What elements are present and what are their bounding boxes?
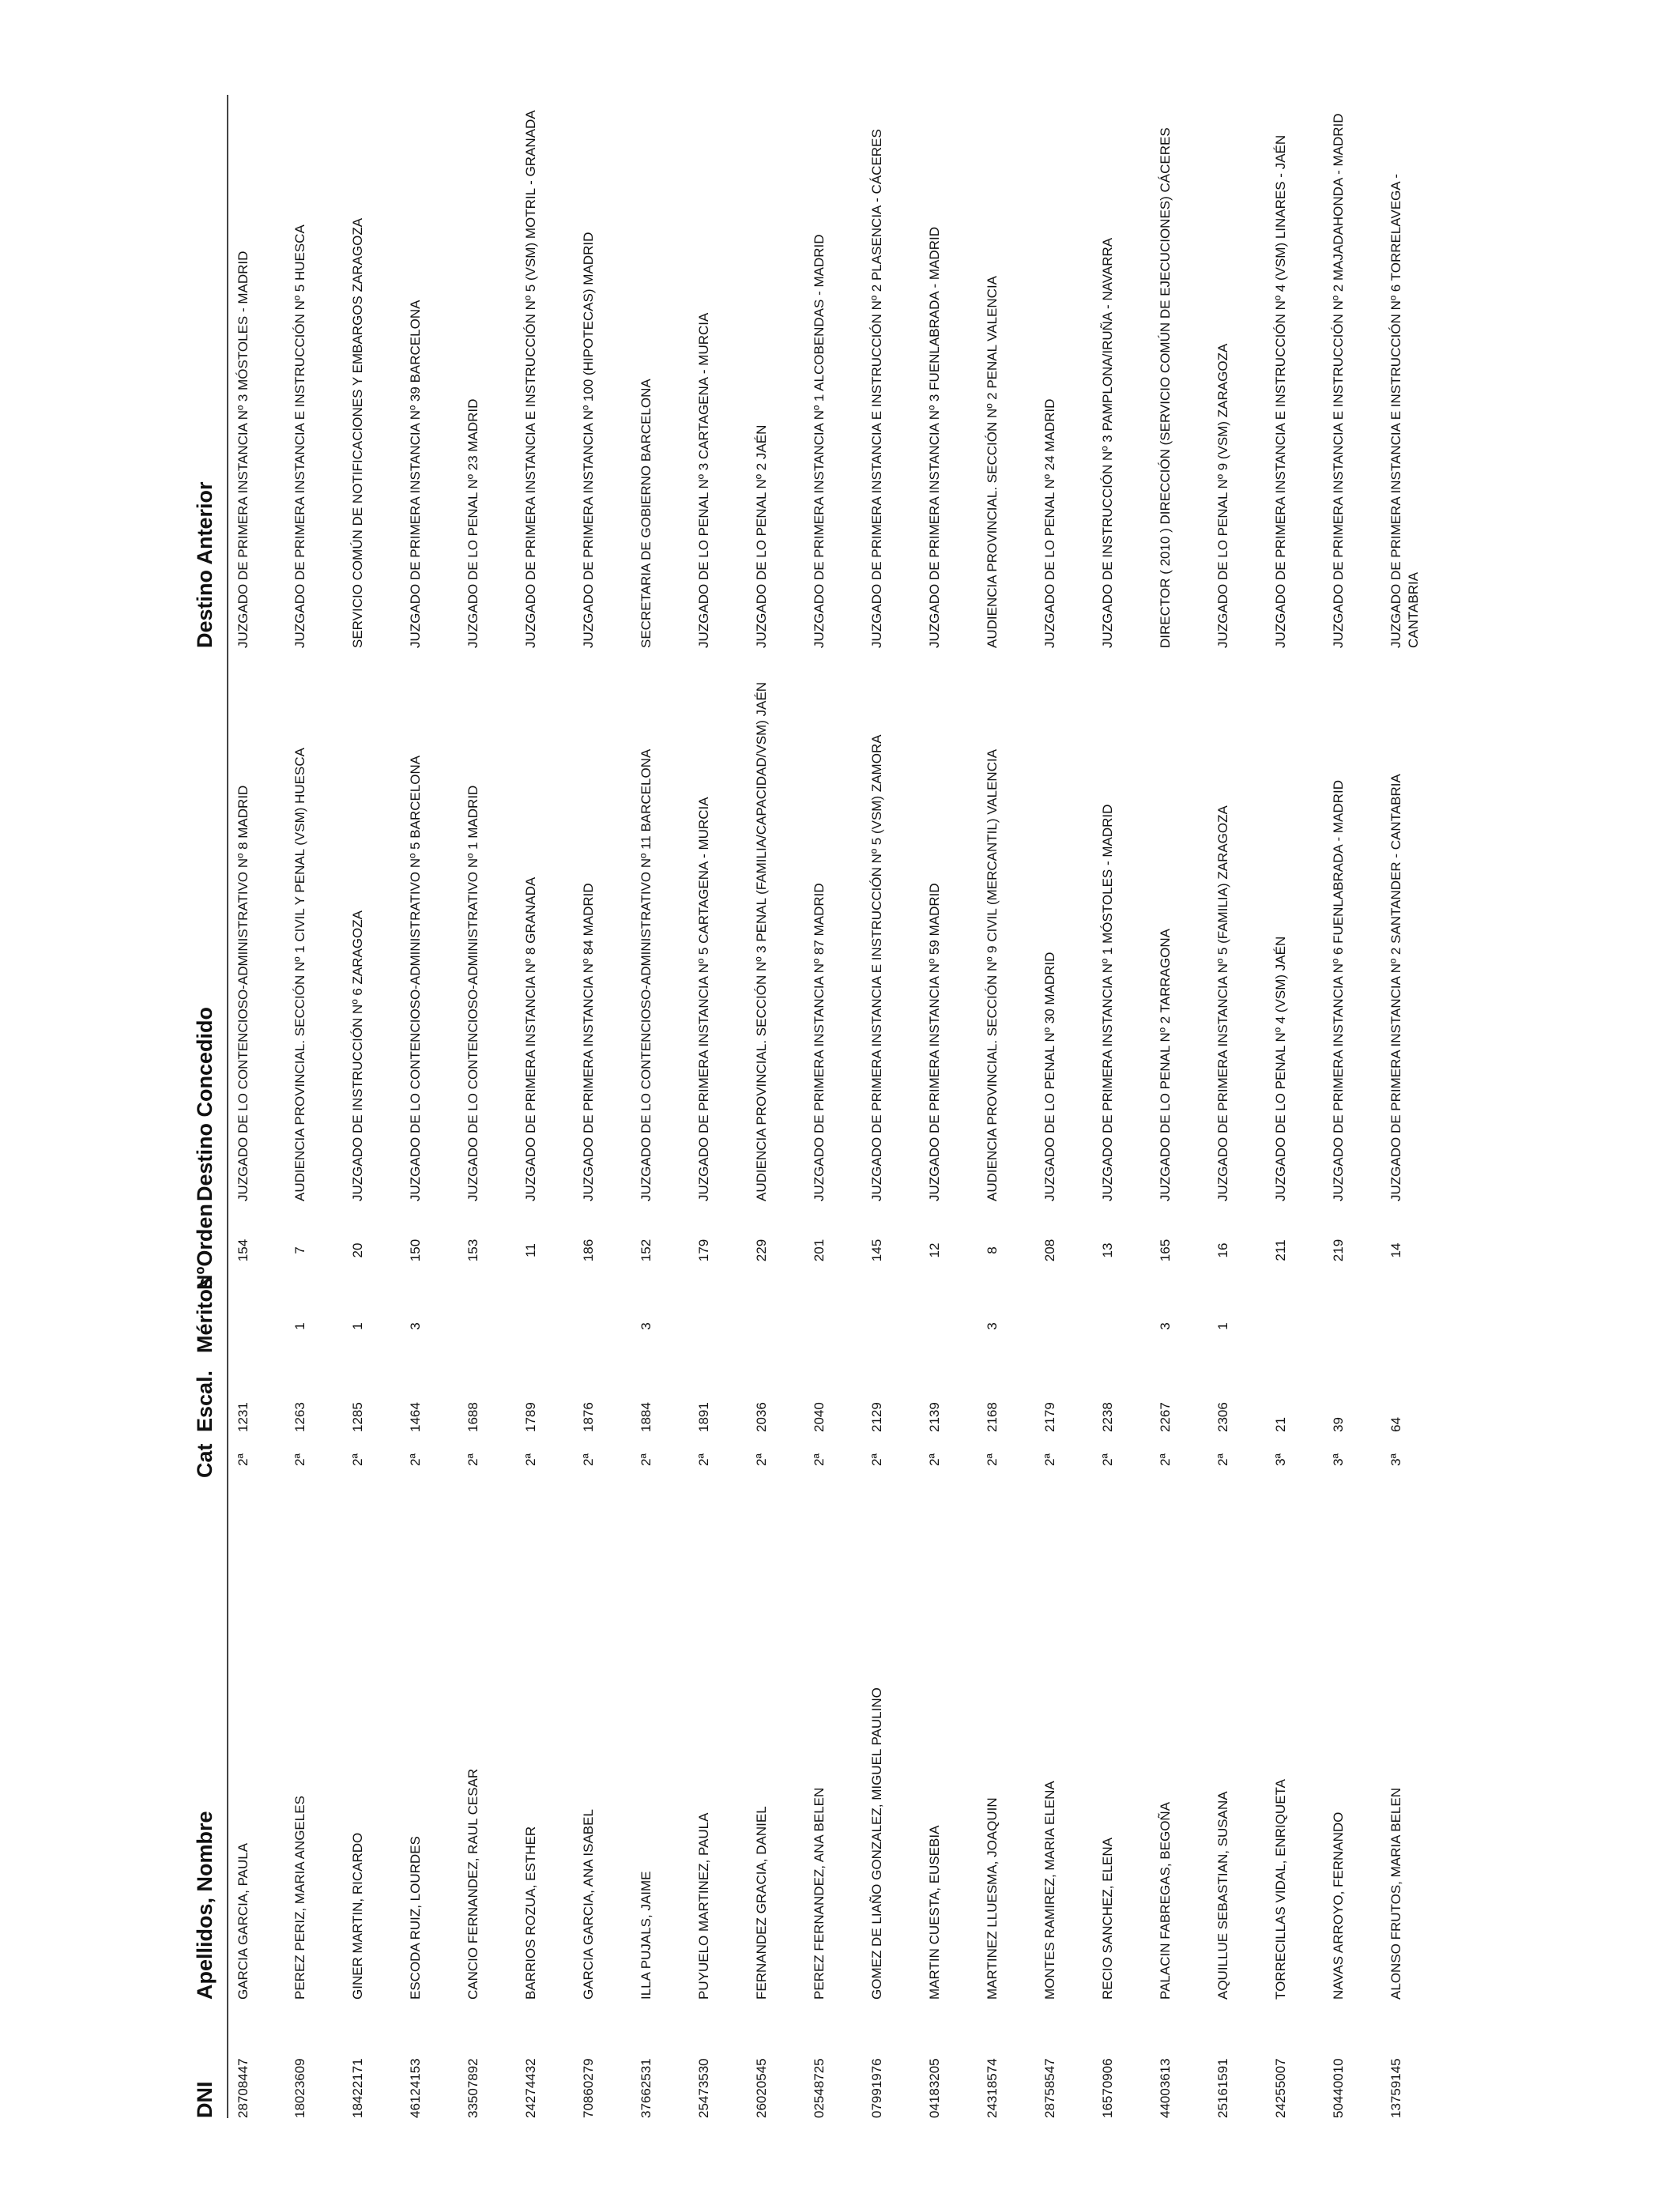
cell-dni: 46124153 — [408, 2058, 423, 2118]
cell-destino-anterior: JUZGADO DE PRIMERA INSTANCIA Nº 100 (HIPOTECAS) MADRID — [581, 232, 596, 648]
cell-name: PUYUELO MARTINEZ, PAULA — [696, 1812, 711, 2000]
cell-cat: 2ª — [696, 1453, 711, 1466]
cell-cat: 2ª — [754, 1453, 769, 1466]
cell-meritos: 1 — [1215, 1322, 1230, 1330]
cell-meritos — [920, 1290, 977, 1353]
cell-norden: 7 — [292, 1246, 307, 1254]
cell-destino-concedido: JUZGADO DE PRIMERA INSTANCIA Nº 5 CARTAGENA - MURCIA — [696, 797, 711, 1201]
cell-name: MARTINEZ LLUESMA, JOAQUIN — [985, 1797, 1000, 2000]
cell-cat: 2ª — [638, 1453, 654, 1466]
cell-destino-anterior: JUZGADO DE PRIMERA INSTANCIA E INSTRUCCIÓN Nº 5 HUESCA — [292, 224, 307, 648]
cell-destino-concedido: JUZGADO DE PRIMERA INSTANCIA Nº 8 GRANADA — [523, 876, 538, 1201]
cell-cat: 2ª — [1042, 1453, 1057, 1466]
table-row — [574, 95, 631, 2118]
table-header-row — [190, 95, 228, 2118]
cell-cat: 3ª — [1273, 1453, 1288, 1466]
cell-norden: 186 — [581, 1238, 596, 1262]
cell-destino-concedido: JUZGADO DE PRIMERA INSTANCIA Nº 2 SANTANDER - CANTABRIA — [1388, 774, 1403, 1201]
cell-destino-anterior: SECRETARIA DE GOBIERNO BARCELONA — [638, 379, 654, 648]
cell-norden: 152 — [638, 1238, 654, 1262]
cell-dni: 02548725 — [812, 2058, 827, 2118]
cell-cat: 2ª — [1158, 1453, 1173, 1466]
cell-name: GOMEZ DE LIAÑO GONZALEZ, MIGUEL PAULINO — [869, 1687, 884, 2000]
cell-destino-anterior: JUZGADO DE LO PENAL Nº 23 MADRID — [465, 398, 480, 648]
header-dni: DNI — [190, 2000, 228, 2118]
table-row — [1093, 95, 1151, 2118]
table-row — [747, 95, 804, 2118]
cell-cat: 2ª — [985, 1453, 1000, 1466]
destinations-table — [190, 95, 1439, 2118]
cell-destino-anterior: JUZGADO DE PRIMERA INSTANCIA E INSTRUCCIÓN Nº 2 PLASENCIA - CÁCERES — [869, 129, 884, 648]
cell-dni: 18422171 — [350, 2058, 365, 2118]
cell-meritos — [228, 1290, 285, 1353]
cell-cat: 2ª — [1215, 1453, 1230, 1466]
cell-meritos — [747, 1290, 804, 1353]
table-row — [401, 95, 458, 2118]
cell-cat: 2ª — [292, 1453, 307, 1466]
cell-cat: 2ª — [1100, 1453, 1115, 1466]
cell-destino-anterior: JUZGADO DE PRIMERA INSTANCIA Nº 3 FUENLABRADA - MADRID — [927, 227, 942, 648]
table-row — [516, 95, 574, 2118]
cell-dni: 24255007 — [1273, 2058, 1288, 2118]
cell-name: MONTES RAMIREZ, MARIA ELENA — [1042, 1781, 1057, 2000]
cell-escal: 1231 — [235, 1402, 250, 1432]
cell-destino-concedido: JUZGADO DE LO CONTENCIOSO-ADMINISTRATIVO Nº 1 MADRID — [465, 785, 480, 1201]
cell-norden: 201 — [812, 1238, 827, 1262]
cell-destino-concedido: JUZGADO DE LO CONTENCIOSO-ADMINISTRATIVO Nº 5 BARCELONA — [408, 755, 423, 1201]
cell-norden: 20 — [350, 1242, 365, 1258]
cell-destino-anterior: JUZGADO DE PRIMERA INSTANCIA E INSTRUCCIÓN Nº 4 (VSM) LINARES - JAÉN — [1273, 134, 1288, 648]
cell-norden: 179 — [696, 1238, 711, 1262]
cell-meritos: 3 — [1158, 1322, 1173, 1330]
cell-name: PEREZ FERNANDEZ, ANA BELEN — [812, 1787, 827, 2000]
table-row — [920, 95, 977, 2118]
cell-norden: 150 — [408, 1238, 423, 1262]
cell-destino-anterior: JUZGADO DE LO PENAL Nº 9 (VSM) ZARAGOZA — [1215, 343, 1230, 648]
cell-escal: 2306 — [1215, 1402, 1230, 1432]
cell-name: ALONSO FRUTOS, MARIA BELEN — [1388, 1788, 1403, 2000]
cell-norden: 11 — [523, 1243, 538, 1257]
cell-escal: 2036 — [754, 1402, 769, 1432]
header-destino-anterior: Destino Anterior — [190, 95, 228, 648]
cell-escal: 2179 — [1042, 1402, 1057, 1432]
cell-name: GINER MARTIN, RICARDO — [350, 1832, 365, 2000]
cell-cat: 2ª — [408, 1453, 423, 1466]
cell-destino-anterior: JUZGADO DE LO PENAL Nº 3 CARTAGENA - MURCIA — [696, 312, 711, 648]
cell-meritos — [1035, 1290, 1093, 1353]
cell-cat: 2ª — [523, 1453, 538, 1466]
cell-name: TORRECILLAS VIDAL, ENRIQUETA — [1273, 1779, 1288, 2000]
cell-dni: 16570906 — [1100, 2058, 1115, 2118]
cell-destino-anterior: DIRECTOR ( 2010 ) DIRECCIÓN (SERVICIO COMÚN DE EJECUCIONES) CÁCERES — [1158, 127, 1173, 648]
cell-name: FERNANDEZ GRACIA, DANIEL — [754, 1806, 769, 2000]
cell-destino-anterior: SERVICIO COMÚN DE NOTIFICACIONES Y EMBARGOS ZARAGOZA — [350, 217, 365, 648]
table-row — [285, 95, 343, 2118]
cell-name: RECIO SANCHEZ, ELENA — [1100, 1838, 1115, 2000]
table-row — [1266, 95, 1324, 2118]
cell-dni: 04183205 — [927, 2058, 942, 2118]
table-row — [804, 95, 862, 2118]
cell-destino-concedido: JUZGADO DE LO PENAL Nº 30 MADRID — [1042, 952, 1057, 1201]
table-row — [689, 95, 747, 2118]
cell-destino-anterior: JUZGADO DE PRIMERA INSTANCIA Nº 3 MÓSTOLES - MADRID — [235, 251, 250, 648]
table-row — [1381, 95, 1439, 2118]
cell-norden: 8 — [985, 1246, 1000, 1254]
cell-destino-anterior: JUZGADO DE PRIMERA INSTANCIA Nº 1 ALCOBENDAS - MADRID — [812, 234, 827, 648]
cell-destino-concedido: JUZGADO DE LO CONTENCIOSO-ADMINISTRATIVO Nº 11 BARCELONA — [638, 748, 654, 1201]
cell-meritos — [1093, 1290, 1151, 1353]
cell-escal: 39 — [1331, 1417, 1346, 1432]
rotated-table-container — [190, 95, 1680, 2118]
cell-norden: 153 — [465, 1238, 480, 1262]
cell-meritos: 3 — [408, 1322, 423, 1330]
cell-dni: 50440010 — [1331, 2058, 1346, 2118]
cell-cat: 3ª — [1331, 1453, 1346, 1466]
header-meritos: Méritos — [190, 1290, 228, 1353]
cell-destino-anterior: JUZGADO DE LO PENAL Nº 24 MADRID — [1042, 398, 1057, 648]
cell-dni: 28758547 — [1042, 2058, 1057, 2118]
cell-cat: 2ª — [465, 1453, 480, 1466]
cell-escal: 1789 — [523, 1402, 538, 1432]
cell-meritos: 3 — [985, 1322, 1000, 1330]
cell-dni: 24274432 — [523, 2058, 538, 2118]
cell-meritos: 1 — [350, 1322, 365, 1330]
cell-destino-anterior: JUZGADO DE LO PENAL Nº 2 JAÉN — [754, 424, 769, 648]
cell-name: CANCIO FERNANDEZ, RAUL CESAR — [465, 1768, 480, 2000]
cell-dni: 70860279 — [581, 2058, 596, 2118]
cell-destino-anterior: AUDIENCIA PROVINCIAL. SECCIÓN Nº 2 PENAL VALENCIA — [985, 275, 1000, 648]
table-row — [862, 95, 920, 2118]
header-cat: Cat — [190, 1432, 228, 1478]
cell-dni: 28708447 — [235, 2058, 250, 2118]
cell-dni: 07991976 — [869, 2058, 884, 2118]
cell-escal: 64 — [1388, 1417, 1403, 1432]
header-destino-concedido: Destino Concedido — [190, 648, 228, 1201]
cell-escal: 1891 — [696, 1402, 711, 1432]
table-row — [977, 95, 1035, 2118]
cell-destino-concedido: JUZGADO DE INSTRUCCIÓN Nº 6 ZARAGOZA — [350, 910, 365, 1201]
cell-destino-anterior: JUZGADO DE PRIMERA INSTANCIA Nº 39 BARCELONA — [408, 300, 423, 648]
cell-name: ILLA PUJALS, JAIME — [638, 1871, 654, 2000]
cell-name: MARTIN CUESTA, EUSEBIA — [927, 1825, 942, 2000]
table-row — [1151, 95, 1208, 2118]
cell-destino-concedido: JUZGADO DE PRIMERA INSTANCIA Nº 5 (FAMILIA) ZARAGOZA — [1215, 805, 1230, 1201]
cell-destino-anterior: JUZGADO DE INSTRUCCIÓN Nº 3 PAMPLONA/IRUÑA - NAVARRA — [1100, 237, 1115, 648]
table-row — [1324, 95, 1381, 2118]
cell-dni: 25161591 — [1215, 2058, 1230, 2118]
cell-escal: 2139 — [927, 1402, 942, 1432]
cell-escal: 2238 — [1100, 1402, 1115, 1432]
cell-destino-concedido: JUZGADO DE PRIMERA INSTANCIA Nº 6 FUENLABRADA - MADRID — [1331, 780, 1346, 1201]
table-row — [458, 95, 516, 2118]
table-row — [343, 95, 401, 2118]
cell-destino-concedido: JUZGADO DE LO PENAL Nº 2 TARRAGONA — [1158, 928, 1173, 1201]
cell-meritos: 3 — [638, 1322, 654, 1330]
cell-name: GARCIA GARCIA, PAULA — [235, 1842, 250, 2000]
cell-destino-concedido: AUDIENCIA PROVINCIAL. SECCIÓN Nº 3 PENAL (FAMILIA/CAPACIDAD/VSM) JAÉN — [754, 681, 769, 1201]
cell-norden: 154 — [235, 1238, 250, 1262]
cell-cat: 2ª — [581, 1453, 596, 1466]
cell-escal: 21 — [1273, 1417, 1288, 1432]
cell-name: PEREZ PERIZ, MARIA ANGELES — [292, 1796, 307, 2000]
cell-cat: 3ª — [1388, 1453, 1403, 1466]
cell-norden: 208 — [1042, 1238, 1057, 1262]
cell-name: AQUILLUE SEBASTIAN, SUSANA — [1215, 1791, 1230, 2000]
cell-meritos — [862, 1290, 920, 1353]
cell-norden: 219 — [1331, 1238, 1346, 1262]
cell-dni: 33507892 — [465, 2058, 480, 2118]
cell-destino-concedido: AUDIENCIA PROVINCIAL. SECCIÓN Nº 9 CIVIL (MERCANTIL) VALENCIA — [985, 748, 1000, 1201]
cell-destino-anterior: JUZGADO DE PRIMERA INSTANCIA E INSTRUCCIÓN Nº 6 TORRELAVEGA - CANTABRIA — [1388, 173, 1421, 648]
cell-meritos — [516, 1290, 574, 1353]
cell-norden: 14 — [1388, 1242, 1403, 1258]
cell-norden: 229 — [754, 1238, 769, 1262]
cell-meritos — [458, 1290, 516, 1353]
table-row — [1208, 95, 1266, 2118]
cell-dni: 26020545 — [754, 2058, 769, 2118]
cell-escal: 2040 — [812, 1402, 827, 1432]
cell-escal: 1464 — [408, 1402, 423, 1432]
cell-name: PALACIN FABREGAS, BEGOÑA — [1158, 1801, 1173, 2000]
cell-destino-concedido: JUZGADO DE LO CONTENCIOSO-ADMINISTRATIVO Nº 8 MADRID — [235, 785, 250, 1201]
cell-dni: 37662531 — [638, 2058, 654, 2118]
cell-meritos — [1266, 1290, 1324, 1353]
cell-cat: 2ª — [927, 1453, 942, 1466]
cell-destino-concedido: JUZGADO DE PRIMERA INSTANCIA E INSTRUCCIÓN Nº 5 (VSM) ZAMORA — [869, 734, 884, 1201]
cell-escal: 1688 — [465, 1402, 480, 1432]
cell-meritos — [689, 1290, 747, 1353]
header-norden: NºOrden — [190, 1201, 228, 1290]
cell-dni: 24318574 — [985, 2058, 1000, 2118]
cell-norden: 211 — [1273, 1239, 1288, 1261]
cell-norden: 13 — [1100, 1242, 1115, 1258]
table-row — [1035, 95, 1093, 2118]
cell-escal: 1884 — [638, 1402, 654, 1432]
cell-destino-concedido: JUZGADO DE PRIMERA INSTANCIA Nº 59 MADRID — [927, 883, 942, 1201]
cell-meritos — [804, 1290, 862, 1353]
cell-dni: 13759145 — [1388, 2058, 1403, 2118]
header-name: Apellidos, Nombre — [190, 1478, 228, 2000]
cell-dni: 18023609 — [292, 2058, 307, 2118]
cell-norden: 165 — [1158, 1238, 1173, 1262]
cell-cat: 2ª — [812, 1453, 827, 1466]
cell-destino-concedido: JUZGADO DE PRIMERA INSTANCIA Nº 84 MADRID — [581, 883, 596, 1201]
cell-dni: 25473530 — [696, 2058, 711, 2118]
cell-destino-concedido: JUZGADO DE LO PENAL Nº 4 (VSM) JAÉN — [1273, 936, 1288, 1201]
cell-norden: 12 — [927, 1242, 942, 1258]
table-row — [228, 95, 285, 2118]
cell-escal: 1263 — [292, 1402, 307, 1432]
cell-name: GARCIA GARCIA, ANA ISABEL — [581, 1809, 596, 2000]
cell-destino-anterior: JUZGADO DE PRIMERA INSTANCIA E INSTRUCCIÓN Nº 5 (VSM) MOTRIL - GRANADA — [523, 110, 538, 648]
cell-escal: 2129 — [869, 1402, 884, 1432]
header-escal: Escal. — [190, 1353, 228, 1432]
cell-escal: 1285 — [350, 1402, 365, 1432]
cell-destino-concedido: JUZGADO DE PRIMERA INSTANCIA Nº 87 MADRID — [812, 883, 827, 1201]
cell-destino-concedido: AUDIENCIA PROVINCIAL. SECCIÓN Nº 1 CIVIL Y PENAL (VSM) HUESCA — [292, 748, 307, 1201]
cell-destino-anterior: JUZGADO DE PRIMERA INSTANCIA E INSTRUCCIÓN Nº 2 MAJADAHONDA - MADRID — [1331, 113, 1346, 648]
cell-cat: 2ª — [350, 1453, 365, 1466]
cell-name: BARRIOS ROZUA, ESTHER — [523, 1826, 538, 2000]
cell-destino-concedido: JUZGADO DE PRIMERA INSTANCIA Nº 1 MÓSTOLES - MADRID — [1100, 804, 1115, 1201]
cell-meritos — [1381, 1290, 1439, 1353]
cell-dni: 44003613 — [1158, 2058, 1173, 2118]
cell-meritos: 1 — [292, 1322, 307, 1330]
cell-cat: 2ª — [869, 1453, 884, 1466]
cell-meritos — [574, 1290, 631, 1353]
cell-meritos — [1324, 1290, 1381, 1353]
cell-escal: 2168 — [985, 1402, 1000, 1432]
cell-escal: 2267 — [1158, 1402, 1173, 1432]
cell-cat: 2ª — [235, 1453, 250, 1466]
cell-norden: 145 — [869, 1238, 884, 1262]
table-row — [631, 95, 689, 2118]
cell-name: ESCODA RUIZ, LOURDES — [408, 1836, 423, 2000]
cell-norden: 16 — [1215, 1242, 1230, 1258]
table-body — [228, 95, 1439, 2118]
cell-name: NAVAS ARROYO, FERNANDO — [1331, 1811, 1346, 2000]
cell-escal: 1876 — [581, 1402, 596, 1432]
